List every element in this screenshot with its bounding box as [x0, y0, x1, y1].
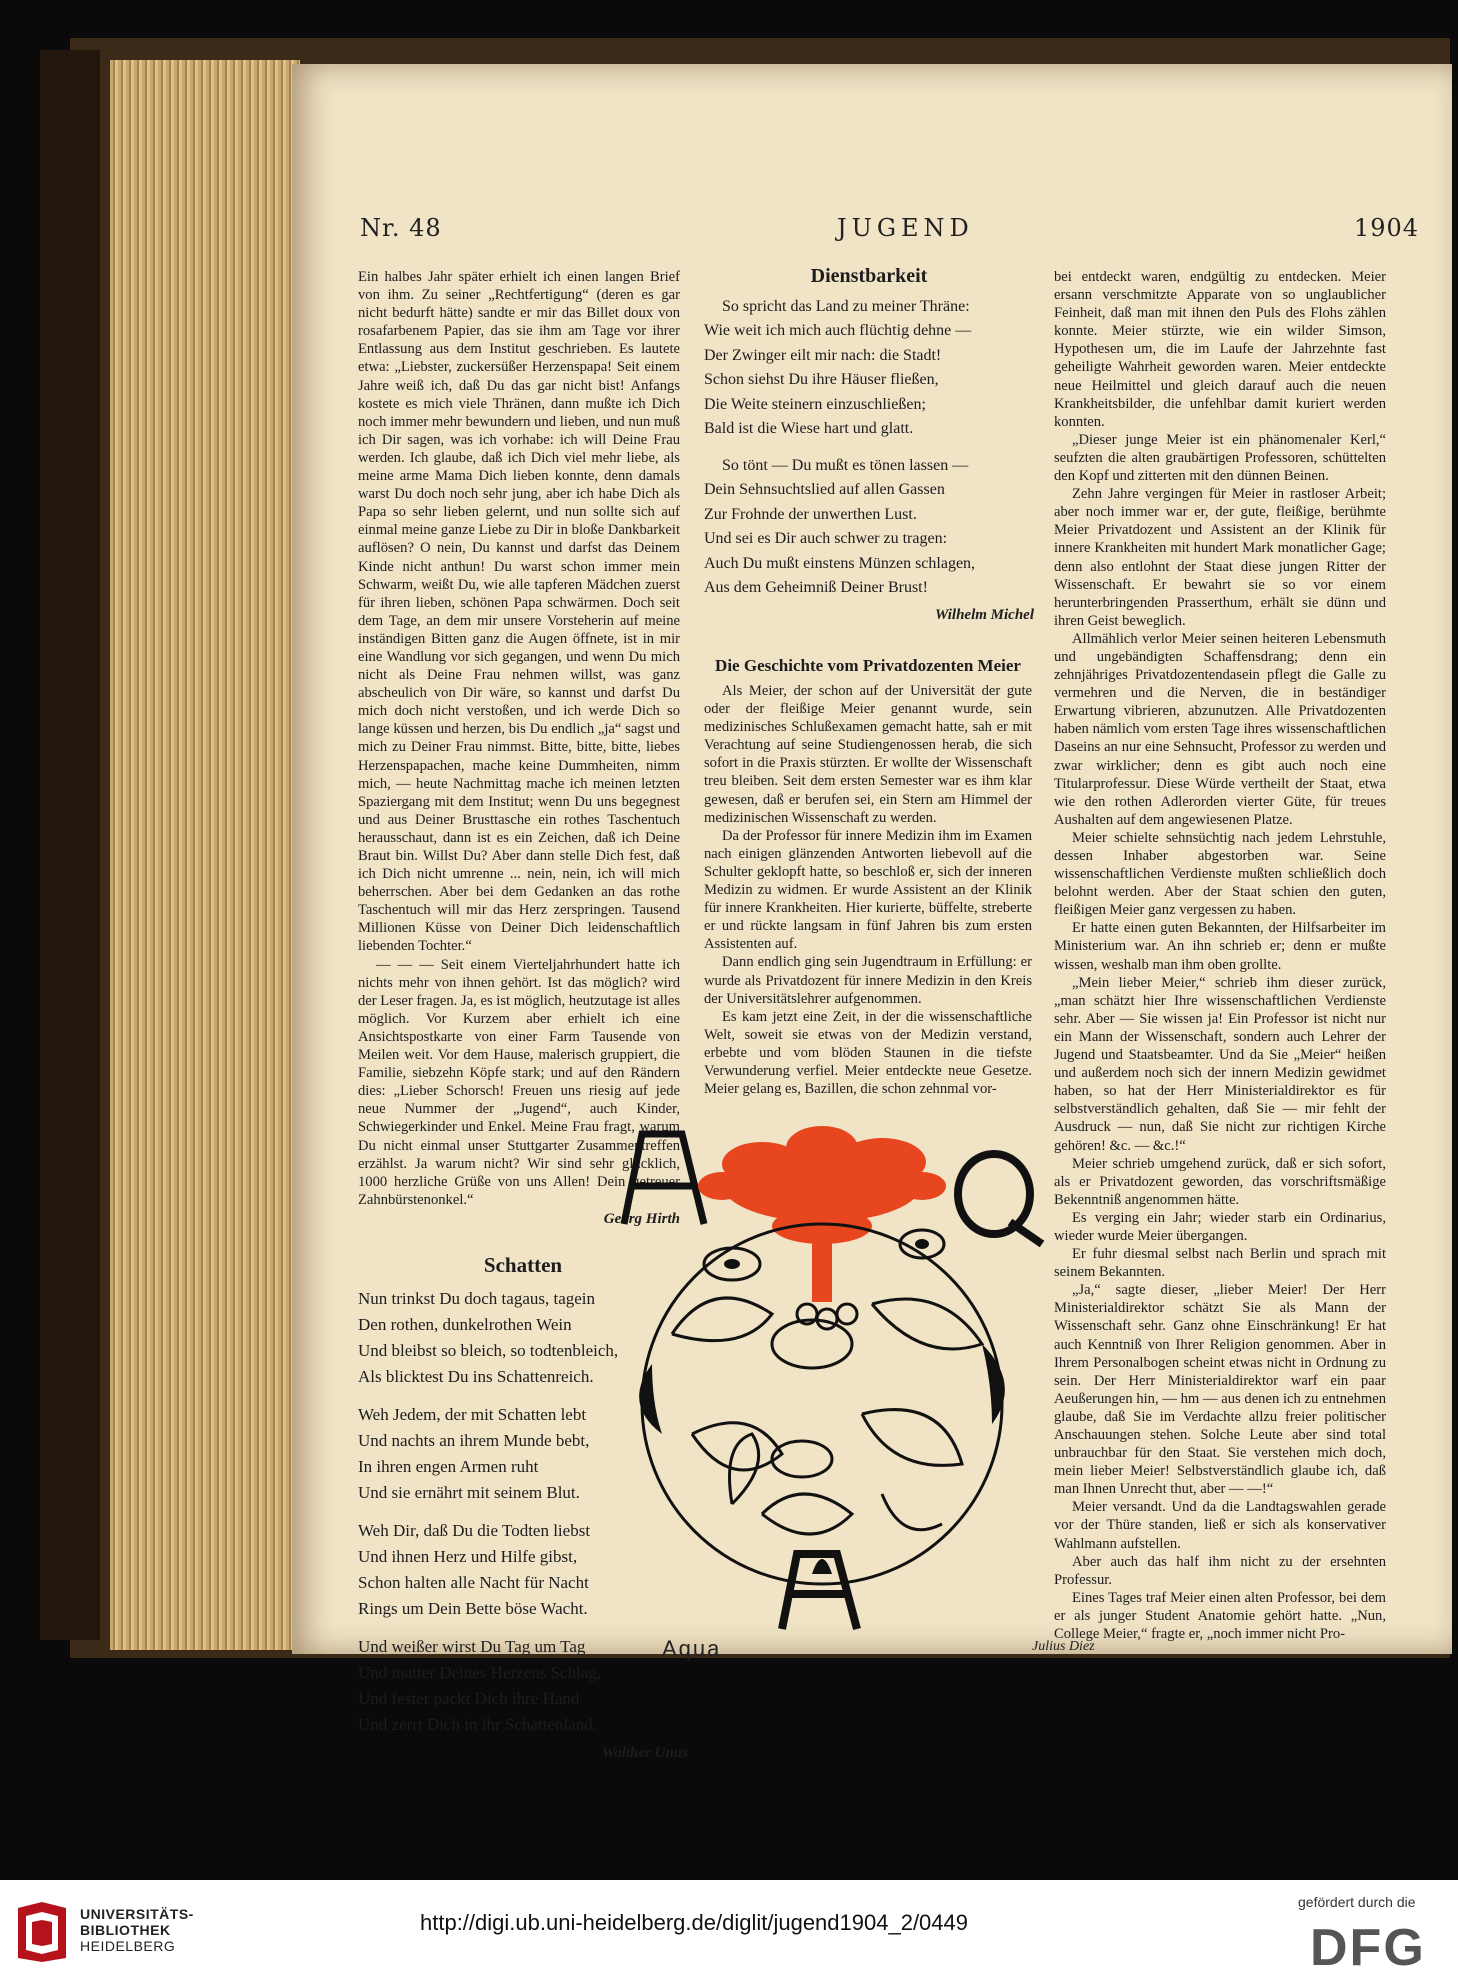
- poem-line: Und nachts an ihrem Munde bebt,: [358, 1431, 590, 1450]
- poem-line: Schon siehst Du ihre Häuser fließen,: [704, 371, 939, 388]
- aqua-illustration: [612, 1114, 1072, 1634]
- letter-q-top-right: [958, 1154, 1042, 1244]
- poem-line: Bald ist die Wiese hart und glatt.: [704, 420, 914, 437]
- illustration-artist: Julius Diez: [1032, 1639, 1095, 1654]
- story-paragraph: Eines Tages traf Meier einen alten Professor, bei dem er als junger Student Anatomie gehört hatte. „Nun, College Meier,“ fragte er, „noch immer nicht Pro-: [1054, 1589, 1386, 1643]
- story-right-column: [1054, 268, 1386, 1643]
- story-title: Die Geschichte vom Privatdozenten Meier: [715, 656, 1021, 675]
- story-paragraph: „Mein lieber Meier,“ schrieb ihm dieser zurück, „man schätzt hier Ihre wissenschaftlichen Verdienste sehr. Aber — Sie wissen ja! Ein Professor ist nicht nur ein Mann der Wissenschaft, sondern auch Lehrer der Jugend und Staatsbeamter. Und da Sie „Meier“ heißen und außerdem noch sich der innern Medizin gewidmet haben, so hat der Herr Ministerialdirektor es für selbstverständlich gehalten, daß Sie — mir fehlt der Ausdruck — nun, daß Sie nicht zur richtigen Kirche gehören! &c. — &c.!“: [1054, 974, 1386, 1154]
- issue-number: Nr. 48: [360, 214, 442, 242]
- book-spine: [40, 50, 100, 1640]
- story-middle-column: [704, 656, 1032, 1098]
- story-paragraph: Aber auch das half ihm nicht zu der ersehnten Professur.: [1054, 1553, 1386, 1588]
- funding-label: gefördert durch die: [1298, 1894, 1416, 1910]
- story-paragraph: Meier schielte sehnsüchtig nach jedem Lehrstuhle, dessen Inhaber abgestorben war. Seine wissenschaftlichen Verdienste mußten schließlich doch belohnt werden. Aber der Staat schien den guten, fleißigen Meier ganz vergessen zu haben.: [1054, 829, 1386, 919]
- poem-line: Dein Sehnsuchtslied auf allen Gassen: [704, 481, 945, 498]
- poem-title: Dienstbarkeit: [810, 265, 928, 287]
- poem-line: Und weißer wirst Du Tag um Tag: [358, 1637, 586, 1656]
- story-paragraph: Meier schrieb umgehend zurück, daß er sich sofort, als er Privatdozent geworden, das vorschriftsmäßige Bekenntniß angenommen hätte.: [1054, 1155, 1386, 1208]
- story-paragraph: Es verging ein Jahr; wieder starb ein Ordinarius, wieder wurde Meier übergangen.: [1054, 1209, 1386, 1244]
- ub-logo-icon: [14, 1900, 70, 1964]
- poem-line: Und ihnen Herz und Hilfe gibst,: [358, 1547, 578, 1566]
- ub-line: BIBLIOTHEK: [80, 1922, 171, 1938]
- permalink-url[interactable]: http://digi.ub.uni-heidelberg.de/diglit/jugend1904_2/0449: [420, 1910, 968, 1935]
- ub-line: UNIVERSITÄTS-: [80, 1906, 194, 1922]
- poem-line: Wie weit ich mich auch flüchtig dehne —: [704, 322, 972, 339]
- poem-line: Weh Jedem, der mit Schatten lebt: [358, 1405, 587, 1424]
- story-paragraph: „Dieser junge Meier ist ein phänomenaler Kerl,“ seufzten die alten graubärtigen Professoren, schüttelten den Kopf und zitterten mit den dünnen Beinen.: [1054, 431, 1386, 485]
- letter-paragraph: — — — Seit einem Vierteljahrhundert hatte ich nichts mehr von ihnen gehört. Ist das möglich? wird der Leser fragen. Ja, es ist möglich, heutzutage ist alles möglich. Vor Kurzem aber erhielt ich eine Ansichtspostkarte von einer Farm Tausende von Meilen weit. Vor dem Hause, malerisch gruppiert, die Familie, siebzehn Köpfe stark; und auf den Rändern dies: „Lieber Schorsch! Freuen uns riesig auf jede neue Nummer der „Jugend“, auch Kinder, Schwiegerkinder und Enkel. Meine Frau fragt, warum Du nicht einmal unser Stuttgarter Zusammentreffen erzählst. Ja warum nicht? Wir sind sehr glücklich, 1000 herzliche Grüße von uns Allen! Dein getreuer Zahnbürstenonkel.“: [358, 956, 680, 1208]
- poem-line: Auch Du mußt einstens Münzen schlagen,: [704, 554, 976, 572]
- poem-line: So tönt — Du mußt es tönen lassen —: [722, 456, 969, 474]
- poem-line: Rings um Dein Bette böse Wacht.: [358, 1599, 588, 1618]
- coral-tree: [698, 1126, 946, 1302]
- ub-name: [80, 1906, 194, 1954]
- author-walther-unus: Walther Unus: [601, 1745, 688, 1761]
- left-column: [358, 268, 680, 1228]
- author-wilhelm-michel: Wilhelm Michel: [934, 606, 1034, 623]
- dfg-logo: DFG: [1310, 1919, 1426, 1977]
- poem-dienstbarkeit: [704, 264, 1034, 627]
- poem-line: Und sei es Dir auch schwer zu tragen:: [704, 530, 948, 547]
- story-paragraph: „Ja,“ sagte dieser, „lieber Meier! Der Herr Ministerialdirektor schätzt Sie als Mann der Wissenschaft sehr. Ganz ohne Einschränkung! Er hat auch Kenntniß von Ihrer Religion genommen. Aber in Ihrem Personalbogen scheint etwas nicht in Ordnung zu sein. Der Herr Ministerialdirektor warf ein paar Aeußerungen hin, — hm — aus denen ich zu entnehmen glaube, daß Sie im Verdachte allzu freier politischer Anschauungen stehen. Solche Leute aber sind total unbrauchbar für den Staat. Sie verstehen mich doch, mein lieber Meier! Selbstverständlich glaube ich, daß man Ihnen Unrecht thut, aber — —!“: [1054, 1282, 1386, 1498]
- letter-a-top-left: [624, 1134, 704, 1224]
- story-paragraph: Meier versandt. Und da die Landtagswahlen gerade vor der Thüre standen, ließ er sich als konservativer Wahlmann aufstellen.: [1054, 1499, 1386, 1552]
- story-paragraph: Er hatte einen guten Bekannten, der Hilfsarbeiter im Ministerium war. An ihn schrieb er; denn er mußte wissen, weshalb man ihm oben grollte.: [1054, 920, 1386, 973]
- poem-stanza: [704, 295, 1034, 442]
- poem-line: Nun trinkst Du doch tagaus, tagein: [358, 1289, 596, 1308]
- story-paragraph: Zehn Jahre vergingen für Meier in rastloser Arbeit; aber noch immer war er, der gute, fleißige, berühmte Meier Privatdozent und Assistent an der Klinik für innere Krankheiten mit hundert Mark monatlicher Gage; denn also entlohnt der Staat diese jungen Ritter der Wissenschaft. Er bewahrt sie so vor einem herunterbringenden Prasserthum, erhält sie dünn und ihren Geist beweglich.: [1054, 486, 1386, 629]
- magazine-page: [292, 64, 1452, 1761]
- poem-line: Der Zwinger eilt mir nach: die Stadt!: [704, 346, 942, 364]
- poem-line: Zur Frohnde der unwerthen Lust.: [704, 505, 917, 523]
- poem-line: Aus dem Geheimniß Deiner Brust!: [704, 579, 928, 596]
- poem-line: Und matter Deines Herzens Schlag,: [358, 1663, 602, 1682]
- poem-line: Als blicktest Du ins Schattenreich.: [358, 1367, 594, 1386]
- story-paragraph: Es kam jetzt eine Zeit, in der die wissenschaftliche Welt, soweit sie etwas von der Medizin verstand, erbebte und vom blöden Staunen in die tiefste Verwunderung verfiel. Meier entdeckte neue Gesetze. Meier gelang es, Bazillen, die schon zehnmal vor-: [704, 1008, 1032, 1098]
- poem-line: Und fester packt Dich ihre Hand: [358, 1689, 580, 1708]
- poem-line: Die Weite steinern einzuschließen;: [704, 395, 926, 413]
- illustration-caption: Aqua: [662, 1636, 722, 1661]
- poem-stanza: [704, 454, 1034, 601]
- viewer-footer: [0, 1880, 1458, 1984]
- page-edges: [110, 60, 300, 1650]
- magazine-title: JUGEND: [837, 214, 974, 242]
- story-paragraph: Er fuhr diesmal selbst nach Berlin und sprach mit seinem Bekannten.: [1054, 1246, 1386, 1281]
- poem-line: Schon halten alle Nacht für Nacht: [358, 1573, 589, 1592]
- signature-georg-hirth: Georg Hirth: [603, 1210, 680, 1227]
- poem-line: Und bleibst so bleich, so todtenbleich,: [358, 1341, 619, 1360]
- poem-line: Und zerrt Dich in ihr Schattenland.: [358, 1715, 597, 1734]
- ub-line: HEIDELBERG: [80, 1938, 176, 1954]
- story-paragraph: Dann endlich ging sein Jugendtraum in Erfüllung: er wurde als Privatdozent für innere Medizin in den Kreis der Universitätslehrer aufgenommen.: [704, 954, 1032, 1007]
- page-year: 1904: [1354, 214, 1420, 242]
- poem-line: Und sie ernährt mit seinem Blut.: [358, 1483, 580, 1502]
- poem-stanza: [358, 1634, 688, 1738]
- story-paragraph: Da der Professor für innere Medizin ihm im Examen nach einigen glänzenden Antworten liebevoll auf die Schulter geklopft hatte, so beschloß er, sich der inneren Medizin zu widmen. Er wurde Assistent an der Klinik für innere Krankheiten. Hier kurierte, büffelte, streberte er und rückte langsam in fünf Jahren bis zum ersten Assistenten auf.: [704, 827, 1032, 953]
- poem-line: Weh Dir, daß Du die Todten liebst: [358, 1521, 591, 1540]
- story-paragraph: Allmählich verlor Meier seinen heiteren Lebensmuth und ungebändigten Schaffensdrang; denn ein zehnjähriges Privatdozentendasein pflegt die Galle zu vermehren und die Nerven, die in beständiger Erwartung vibrieren, abzunutzen. Alle Privatdozenten haben nämlich vom ersten Tage ihres wissenschaftlichen Daseins an nur eine Sehnsucht, Professor zu werden und zwar wirklicher; denn es gibt auch noch eine Titularprofessur. Diese Würde vertheilt der Staat, etwa wie den rothen Adlerorden vierter Güte, für treues Aushalten auf dem angewiesenen Platze.: [1054, 630, 1386, 828]
- poem-title: Schatten: [483, 1253, 563, 1277]
- poem-line: In ihren engen Armen ruht: [358, 1457, 539, 1476]
- story-paragraph: bei entdeckt waren, endgültig zu entdecken. Meier ersann verschmitzte Apparate von so unglaublicher Feinheit, daß man mit ihnen den Puls des Flohs zählen konnte. Meier stürzte, wie ein wilder Simson, Hypothesen um, die im Laufe der Jahrzehnte fast geheiligte Wahrheit geworden waren. Meier entdeckte neue Heilmittel und gleich darauf auch die neuen Krankheitsbilder, die unfehlbar damit kuriert werden konnten.: [1054, 269, 1386, 430]
- poem-line: So spricht das Land zu meiner Thräne:: [722, 297, 970, 315]
- story-paragraph: Als Meier, der schon auf der Universität der gute oder der fleißige Meier genannt wurde, sein medizinisches Schlußexamen gemacht hatte, sah er mit Verachtung auf seine Studiengenossen herab, die sich sofort in die Praxis stürzten. Er wollte der Wissenschaft treu bleiben. Seit dem ersten Semester war es ihm klar gewesen, daß er berufen sei, ein Stern am Himmel der medizinischen Wissenschaft zu werden.: [704, 683, 1032, 826]
- letter-paragraph: Ein halbes Jahr später erhielt ich einen langen Brief von ihm. Zu seiner „Rechtfertigung“ (deren es gar nicht bedurft hätte) sandte er mir das Billet doux von rosafarbenem Papier, das sie ihm am Tage vor ihrer Entlassung aus dem Institut geschrieben. Es lautete etwa: „Liebster, zuckersüßer Herzenspapa! Seit einem Jahre weiß ich, daß Du das gar nicht bist! Anfangs kostete es mich viele Thränen, dann mußte ich Dich noch immer mehr bewundern und lieben, und nun muß ich Dir sagen, was ich vorhabe: ich will Deine Frau werden. Ich glaube, daß ich Dich viel mehr liebe, als meine arme Mama Dich lieben konnte, denn damals warst Du doch noch sehr jung, aber ich habe Dich als Papa so sehr lieben gelernt, und nun sollte sich auf einmal meine ganze Liebe zu Dir in bloße Dankbarkeit auflösen? O nein, Du kannst und darfst das Deinem Kinde nicht anthun! Du warst schon immer mein Schwarm, weißt Du, wie alle tapferen Mädchen zuerst für ihren lieben, schönen Papa schwärmen. Doch seit dem Tage, an dem mir unsere Vorsteherin auf meine inständigen Bitten ganz die Augen öffnete, ist in mir eine Wandlung vor sich gegangen, und wenn Du mich nicht als Deine Frau nehmen willst, was ganz abscheulich von Dir wäre, so kannst und darfst Du mich doch nicht verstoßen, und ich werde Dich so lange küssen und herzen, bis Du endlich „ja“ sagst und mich zu Deiner Frau nimmst. Bitte, bitte, bitte, liebes Herzenspapachen, mache keine Dummheiten, nimm mich, — heute Nachmittag mache ich meinen letzten Spaziergang mit dem Institut; wenn Du uns begegnest und aus Deiner Brusttasche ein rothes Taschentuch herausschaut, dann ist es ein Zeichen, daß ich Deine Braut bin. Willst Du? Aber dann stelle Dich fest, daß ich Dich nicht umrenne ... nein, nein, ich will mich beherrschen. Aber bei dem Gedanken an das rothe Taschentuch will mir das Herz zerspringen. Tausend Millionen Küsse von Deiner Dich leidenschaftlich liebenden Tochter.“: [358, 269, 680, 955]
- poem-line: Den rothen, dunkelrothen Wein: [358, 1315, 572, 1334]
